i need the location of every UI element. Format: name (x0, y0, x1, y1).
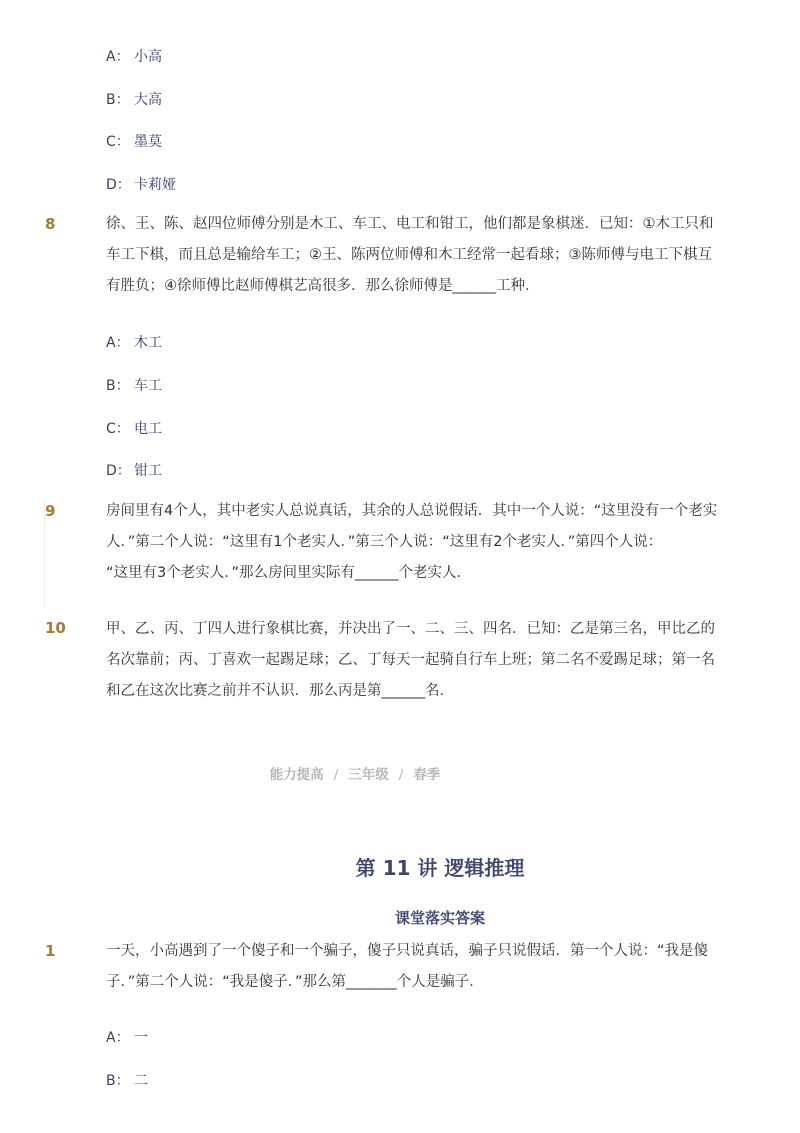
option-b (106, 1070, 148, 1090)
section-title: 课堂落实答案 (394, 909, 485, 927)
question-text (106, 936, 718, 998)
option-b (106, 375, 162, 395)
footer-level: 能力提高 (269, 767, 324, 783)
option-d (106, 174, 176, 194)
question-line: 和乙在这次比赛之前并不认识．那么丙是第______名． (106, 683, 454, 699)
question-line: 名次靠前；丙、丁喜欢一起踢足球；乙、丁每天一起骑自行车上班；第二名不爱踢足球；第一名 (106, 652, 715, 668)
question-text (106, 614, 718, 707)
option-letter: A： (106, 1030, 130, 1046)
option-text: 车工 (134, 378, 162, 394)
option-a (106, 332, 162, 352)
option-letter: C： (106, 134, 130, 150)
question-line: 房间里有4个人，其中老实人总说真话，其余的人总说假话．其中一个人说：“这里没有一个老实 (106, 503, 718, 519)
option-letter: A： (106, 335, 130, 351)
question-number: 10 (45, 619, 66, 637)
option-a (106, 46, 162, 66)
option-letter: B： (106, 378, 130, 394)
option-letter: C： (106, 421, 130, 437)
question-line: 一天，小高遇到了一个傻子和一个骗子，傻子只说真话，骗子只说假话．第一个人说：“我是傻 (106, 943, 709, 959)
option-c (106, 131, 162, 151)
question-line: 人．”第二个人说：“这里有1个老实人．”第三个人说：“这里有2个老实人．”第四个人说： (106, 534, 663, 550)
option-text: 小高 (134, 49, 162, 65)
option-text: 二 (134, 1073, 148, 1089)
option-letter: B： (106, 1073, 130, 1089)
option-text: 钳工 (134, 463, 162, 479)
footer-separator: / (398, 767, 404, 783)
question-text (106, 209, 718, 302)
page-footer (0, 763, 710, 783)
option-letter: D： (106, 463, 131, 479)
question-line: “这里有3个老实人．”那么房间里实际有______个老实人． (106, 565, 471, 581)
option-letter: B： (106, 92, 130, 108)
option-letter: A： (106, 49, 130, 65)
option-text: 大高 (134, 92, 162, 108)
question-number: 8 (45, 215, 56, 233)
question-line: 有胜负；④徐师傅比赵师傅棋艺高很多．那么徐师傅是______工种． (106, 278, 540, 294)
lecture-title: 第 11 讲 逻辑推理 (355, 856, 525, 880)
question-line: 甲、乙、丙、丁四人进行象棋比赛，并决出了一、二、三、四名．已知：乙是第三名，甲比乙的 (106, 621, 715, 637)
option-text: 墨莫 (134, 134, 162, 150)
question-number: 9 (45, 502, 56, 520)
question-line: 徐、王、陈、赵四位师傅分别是木工、车工、电工和钳工，他们都是象棋迷．已知：①木工只和 (106, 216, 714, 232)
option-b (106, 89, 162, 109)
option-text: 卡莉娅 (134, 177, 176, 193)
option-text: 一 (134, 1030, 148, 1046)
footer-separator: / (333, 767, 339, 783)
option-letter: D： (106, 177, 131, 193)
option-text: 电工 (134, 421, 162, 437)
question-text (106, 496, 718, 589)
footer-grade: 三年级 (348, 767, 389, 783)
option-d (106, 460, 162, 480)
question-line: 子．”第二个人说：“我是傻子．”那么第_______个人是骗子． (106, 974, 484, 990)
footer-term: 春季 (413, 767, 441, 783)
question-line: 车工下棋，而且总是输给车工；②王、陈两位师傅和木工经常一起看球；③陈师傅与电工下棋互 (106, 247, 712, 263)
option-c (106, 418, 162, 438)
question-number: 1 (45, 942, 56, 960)
option-text: 木工 (134, 335, 162, 351)
option-a (106, 1027, 148, 1047)
